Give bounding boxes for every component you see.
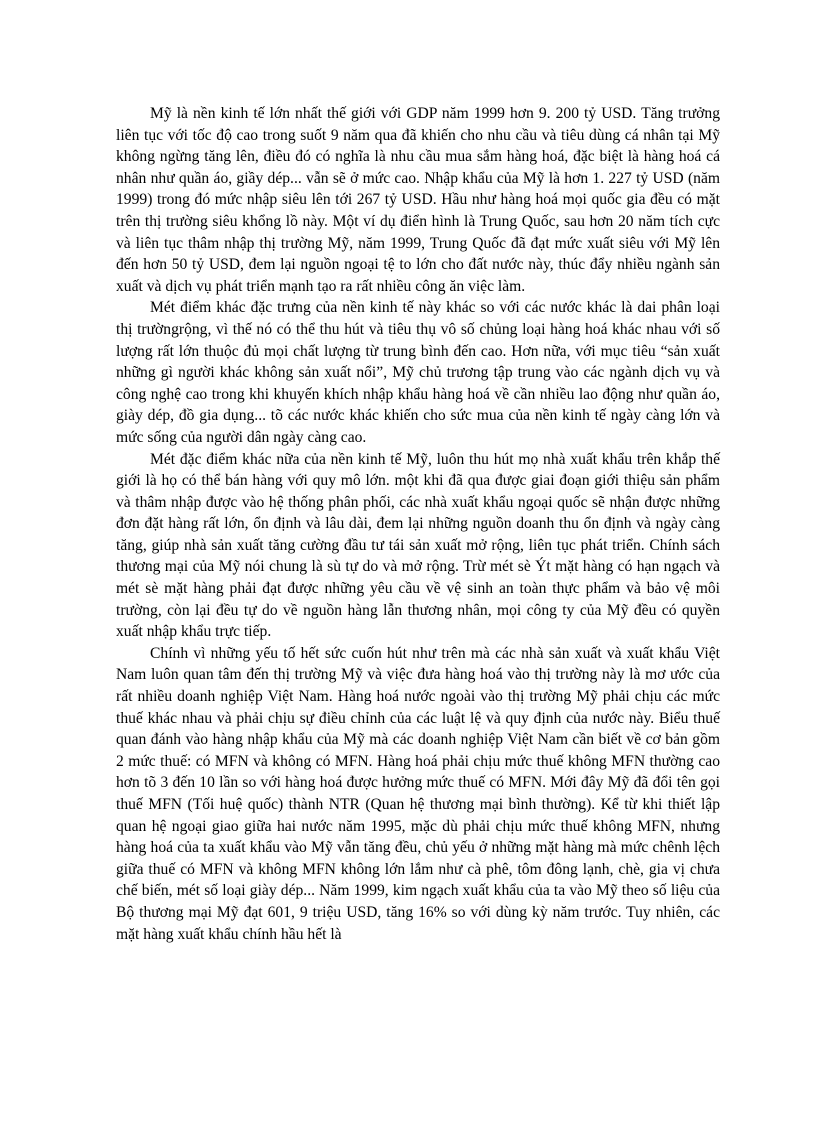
paragraph-4: Chính vì những yếu tố hết sức cuốn hút như trên mà các nhà sản xuất và xuất khẩu Việt Nam luôn quan tâm đến thị trường Mỹ và việc đưa hàng hoá vào thị trường này là mơ ước của rất nhiều doanh nghiệp Việt Nam. Hàng hoá nước ngoài vào thị trường Mỹ phải chịu các mức thuế khác nhau và phải chịu sự điều chỉnh của các luật lệ và quy định của nước này. Biểu thuế quan đánh vào hàng nhập khẩu của Mỹ mà các doanh nghiệp Việt Nam cần biết về cơ bản gồm 2 mức thuế: có MFN và không có MFN. Hàng hoá phải chịu mức thuế không MFN thường cao hơn tõ 3 đến 10 lần so với hàng hoá được hưởng mức thuế có MFN. Mới đây Mỹ đã đổi tên gọi thuế MFN (Tối huệ quốc) thành NTR (Quan hệ thương mại bình thường). Kể từ khi thiết lập quan hệ ngoại giao giữa hai nước năm 1995, mặc dù phải chịu mức thuế không MFN, nhưng hàng hoá của ta xuất khẩu vào Mỹ vẫn tăng đều, chủ yếu ở những mặt hàng mà mức chênh lệch giữa thuế có MFN và không MFN không lớn lắm như cà phê, tôm đông lạnh, chè, gia vị chưa chế biến, mét số loại giày dép... Năm 1999, kim ngạch xuất khẩu của ta vào Mỹ theo số liệu của Bộ thương mại Mỹ đạt 601, 9 triệu USD, tăng 16% so với dùng kỳ năm trước. Tuy nhiên, các mặt hàng xuất khẩu chính hầu hết là: [116, 644, 720, 943]
paragraph-2: Mét điểm khác đặc trưng của nền kinh tế này khác so với các nước khác là dai phân loại thị trườngrộng, vì thế nó có thể thu hút và tiêu thụ vô số chủng loại hàng hoá khác nhau với số lượng rất lớn thuộc đủ mọi chất lượng từ trung bình đến cao. Hơn nữa, với mục tiêu “sản xuất những gì người khác không sản xuất nổi”, Mỹ chủ trương tập trung vào các ngành dịch vụ và công nghệ cao trong khi khuyến khích nhập khẩu hàng hoá về cần nhiều lao động như quần áo, giày dép, đồ gia dụng... tõ các nước khác khiến cho sức mua của nền kinh tế ngày càng lớn và mức sống của người dân ngày càng cao.: [116, 299, 720, 446]
paragraph-3: Mét đặc điểm khác nữa của nền kinh tế Mỹ, luôn thu hút mọ nhà xuất khẩu trên khắp thế giới là họ có thể bán hàng với quy mô lớn. một khi đã qua được giai đoạn giới thiệu sản phẩm và thâm nhập được vào hệ thống phân phối, các nhà xuất khẩu ngoại quốc sẽ nhận được những đơn đặt hàng rất lớn, ổn định và lâu dài, đem lại những nguồn doanh thu ổn định và ngày càng tăng, giúp nhà sản xuất tăng cường đầu tư tái sản xuất mở rộng, liên tục phát triển. Chính sách thương mại của Mỹ nói chung là sù tự do và mở rộng. Trừ mét sè Ýt mặt hàng có hạn ngạch và mét sè mặt hàng phải đạt được những yêu cầu về vệ sinh an toàn thực phẩm và bảo vệ môi trường, còn lại đều tự do về nguồn hàng lẫn thương nhân, mọi công ty của Mỹ đều có quyền xuất nhập khẩu trực tiếp.: [116, 450, 720, 641]
document-page: [116, 103, 720, 945]
paragraph-1: Mỹ là nền kinh tế lớn nhất thế giới với GDP năm 1999 hơn 9. 200 tỷ USD. Tăng trưởng liên tục với tốc độ cao trong suốt 9 năm qua đã khiến cho nhu cầu và tiêu dùng cá nhân tại Mỹ không ngừng tăng lên, điều đó có nghĩa là nhu cầu mua sắm hàng hoá, đặc biệt là hàng hoá cá nhân như quần áo, giầy dép... vẫn sẽ ở mức cao. Nhập khẩu của Mỹ là hơn 1. 227 tỷ USD (năm 1999) trong đó mức nhập siêu lên tới 267 tỷ USD. Hầu như hàng hoá mọi quốc gia đều có mặt trên thị trường siêu khổng lồ này. Một ví dụ điển hình là Trung Quốc, sau hơn 20 năm tích cực và liên tục thâm nhập thị trường Mỹ, năm 1999, Trung Quốc đã đạt mức xuất siêu với Mỹ lên đến hơn 50 tỷ USD, đem lại nguồn ngoại tệ to lớn cho đất nước này, thúc đẩy nhiều ngành sản xuất và dịch vụ phát triển mạnh tạo ra rất nhiều công ăn việc làm.: [116, 105, 720, 295]
